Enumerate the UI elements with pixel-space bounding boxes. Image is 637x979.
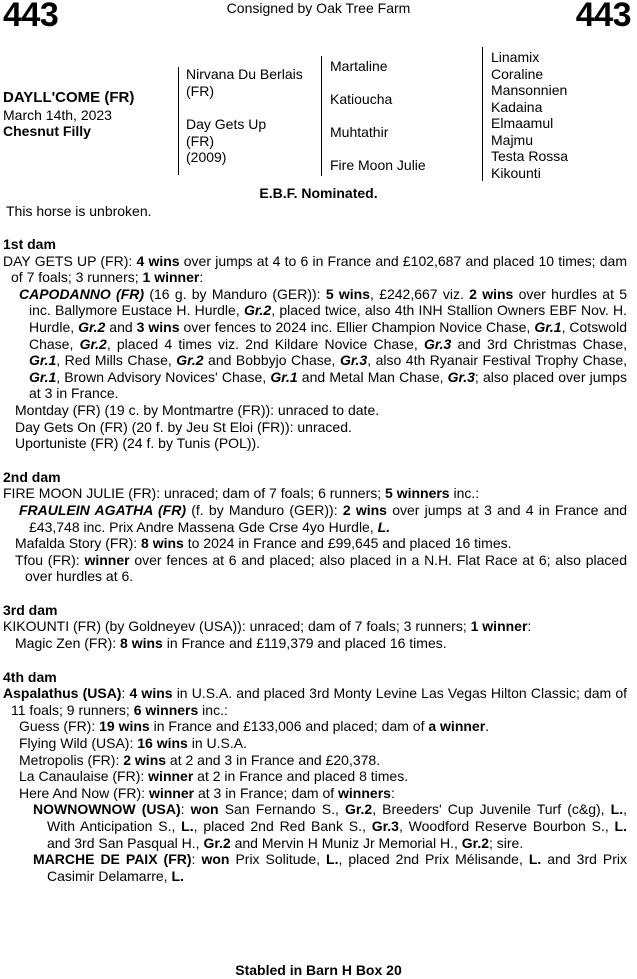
horse-details [3, 90, 134, 140]
gen3-3: Muhtathir [330, 124, 389, 140]
fourth-dam-entry: Aspalathus (USA): 4 wins in U.S.A. and placed 3rd Monty Levine Las Vegas Hilton Classic; dam of 11 foals; 9 runners; 6 winners inc.: [3, 685, 628, 718]
catalogue-body [3, 236, 627, 884]
third-dam-heading: 3rd dam [3, 601, 58, 618]
gen4-6: Majmu [491, 131, 534, 148]
pedigree-sire [186, 66, 316, 99]
fourth-dam-entry: Flying Wild (USA): 16 wins in U.S.A. [19, 735, 247, 752]
sire-name: Nirvana Du Berlais (FR) [186, 66, 303, 99]
third-dam-entry: KIKOUNTI (FR) (by Goldneyev (USA)): unraced; dam of 7 foals; 3 runners; 1 winner: [3, 618, 532, 635]
third-dam-entry: Magic Zen (FR): 8 wins in France and £119,379 and placed 16 times. [15, 635, 447, 652]
gen4-3: Mansonnien [491, 82, 568, 98]
fourth-dam-entry: NOWNOWNOW (USA): won San Fernando S., Gr.2, Breeders' Cup Juvenile Turf (c&g), L., With Anticipation S., L., placed 2nd Red Bank S., Gr.3, Woodford Reserve Bourbon S., L. and 3rd San Pasqual H., Gr.2 and Mervin H Muniz Jr Memorial H., Gr.2; sire. [33, 801, 627, 851]
horse-colour-sex: Chesnut Filly [3, 123, 91, 139]
fourth-dam-entry: Metropolis (FR): 2 wins at 2 and 3 in France and £20,378. [19, 751, 381, 768]
gen4-list [491, 49, 568, 181]
gen4-4: Kadaina [491, 98, 543, 115]
stabling-footer: Stabled in Barn H Box 20 [235, 962, 402, 978]
first-dam-heading: 1st dam [3, 236, 56, 252]
lot-number-right: 443 [575, 0, 631, 34]
pedigree-divider-3 [482, 47, 483, 181]
fourth-dam-entry: La Canaulaise (FR): winner at 2 in France and placed 8 times. [19, 768, 409, 785]
second-dam-entry: Tfou (FR): winner over fences at 6 and placed; also placed in a N.H. Flat Race at 6; also placed over hurdles at 6. [15, 551, 627, 585]
dam-name: Day Gets Up [186, 116, 267, 132]
consignor-line: Consigned by Oak Tree Farm [226, 0, 411, 16]
horse-dob: March 14th, 2023 [3, 106, 112, 123]
fourth-dam-entry: MARCHE DE PAIX (FR): won Prix Solitude, L., placed 2nd Prix Mélisande, L. and 3rd Prix Casimir Delamarre, L. [33, 851, 628, 884]
section-spacer [3, 585, 627, 602]
second-dam-entry: FIRE MOON JULIE (FR): unraced; dam of 7 foals; 6 runners; 5 winners inc.: [3, 485, 480, 502]
lot-number-left: 443 [3, 0, 59, 34]
horse-name: DAYLL'COME (FR) [3, 89, 135, 106]
second-dam-heading: 2nd dam [3, 468, 61, 485]
gen3-2: Katioucha [330, 91, 393, 107]
gen4-7: Testa Rossa [491, 148, 569, 164]
unbroken-note: This horse is unbroken. [6, 203, 152, 219]
gen3-4: Fire Moon Julie [330, 157, 426, 173]
first-dam-entry: Montday (FR) (19 c. by Montmartre (FR)): unraced to date. [15, 401, 380, 418]
section-spacer [3, 652, 627, 669]
first-dam-entry: DAY GETS UP (FR): 4 wins over jumps at 4 to 6 in France and £102,687 and placed 10 times; dam of 7 foals; 3 runners; 1 winner: [3, 252, 627, 286]
pedigree-divider-1 [178, 67, 179, 175]
ebf-nominated: E.B.F. Nominated. [259, 185, 378, 201]
pedigree-dam [186, 116, 266, 166]
gen4-5: Elmaamul [491, 115, 554, 131]
section-spacer [3, 452, 627, 469]
first-dam-entry: Uportuniste (FR) (24 f. by Tunis (POL)). [15, 435, 261, 452]
gen4-8: Kikounti [491, 164, 541, 181]
gen4-2: Coraline [491, 65, 544, 82]
gen3-1: Martaline [330, 58, 388, 74]
fourth-dam-entry: Here And Now (FR): winner at 3 in France; dam of winners: [19, 784, 395, 801]
dam-name-country: (FR) [186, 132, 214, 149]
first-dam-entry: CAPODANNO (FR) (16 g. by Manduro (GER)): 5 wins, £242,667 viz. 2 wins over hurdles at 5 inc. Ballymore Eustace H. Hurdle, Gr.2, placed twice, also 4th INH Stallion Owners EBF Nov. H. Hurdle, Gr.2 and 3 wins over fences to 2024 inc. Ellier Champion Novice Chase, Gr.1, Cotswold Chase, Gr.2, placed 4 times viz. 2nd Kildare Novice Chase, Gr.3 and 3rd Christmas Chase, Gr.1, Red Mills Chase, Gr.2 and Bobbyjo Chase, Gr.3, also 4th Ryanair Festival Trophy Chase, Gr.1, Brown Advisory Novices' Chase, Gr.1 and Metal Man Chase, Gr.3; also placed over jumps at 3 in France. [19, 285, 628, 402]
first-dam-entry: Day Gets On (FR) (20 f. by Jeu St Eloi (FR)): unraced. [15, 418, 352, 435]
fourth-dam-heading: 4th dam [3, 668, 57, 685]
second-dam-entry: FRAULEIN AGATHA (FR) (f. by Manduro (GER)): 2 wins over jumps at 3 and 4 in France and £43,748 inc. Prix Andre Massena Gde Crse 4yo Hurdle, L. [19, 501, 628, 535]
fourth-dam-entry: Guess (FR): 19 wins in France and £133,006 and placed; dam of a winner. [19, 718, 490, 735]
gen4-1: Linamix [491, 49, 540, 65]
dam-year: (2009) [186, 149, 227, 165]
second-dam-entry: Mafalda Story (FR): 8 wins to 2024 in France and £99,645 and placed 16 times. [15, 535, 512, 552]
pedigree-divider-2 [321, 56, 322, 176]
